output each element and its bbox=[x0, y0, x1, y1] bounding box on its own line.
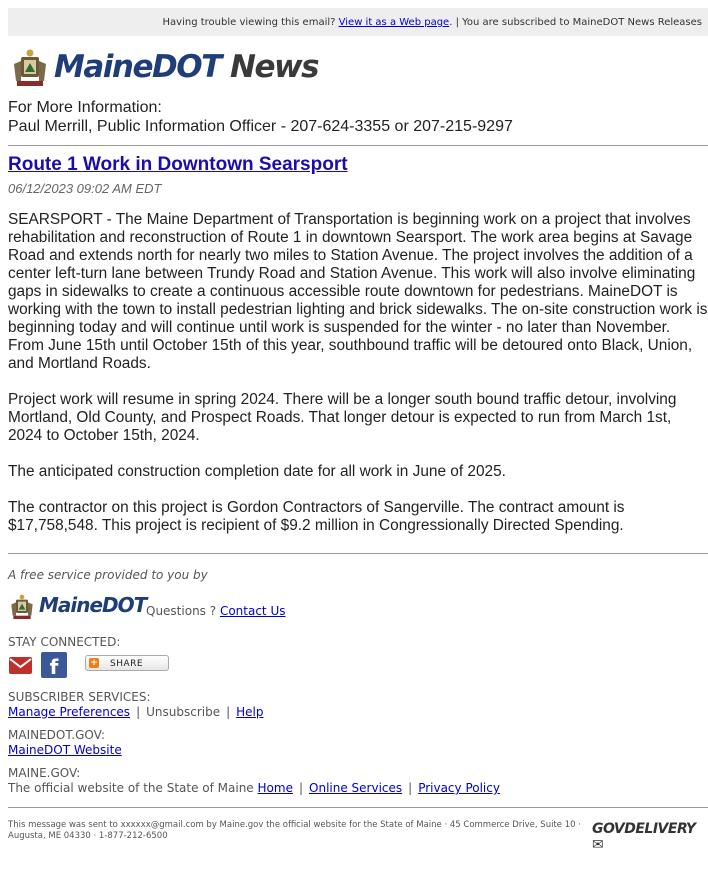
footer-divider bbox=[8, 553, 708, 554]
subscriber-services-label: SUBSCRIBER SERVICES: bbox=[8, 690, 151, 704]
article-paragraph: The contractor on this project is Gordon Contractors of Sangerville. The contract amount is $17,758,548. This project is recipient of $9.2 million in Congressionally Directed Spending. bbox=[8, 499, 625, 534]
share-label: SHARE bbox=[110, 659, 144, 669]
stay-connected-label: STAY CONNECTED: bbox=[8, 635, 121, 649]
contact-us-link[interactable]: Contact Us bbox=[219, 604, 286, 618]
maine-state-seal-icon bbox=[10, 593, 34, 621]
subscriber-links: Manage Preferences | Unsubscribe | Help bbox=[8, 705, 264, 719]
plus-icon: + bbox=[90, 658, 98, 668]
help-link[interactable]: Help bbox=[236, 705, 264, 719]
email-header bbox=[8, 46, 708, 92]
subscribed-text: . | You are subscribed to MaineDOT News Releases bbox=[449, 17, 702, 28]
article-date: 06/12/2023 09:02 AM EDT bbox=[8, 181, 162, 196]
mainedot-news-title bbox=[54, 50, 318, 84]
footer-mainedot-logo: MaineDOT bbox=[39, 593, 147, 617]
manage-preferences-link[interactable]: Manage Preferences bbox=[8, 705, 131, 719]
govdelivery-logo bbox=[592, 821, 708, 853]
govdelivery-text: GOVDELIVERY bbox=[592, 821, 696, 837]
email-top-bar bbox=[8, 8, 708, 36]
footer-bottom-divider bbox=[8, 807, 708, 808]
mainedot-gov-label: MAINEDOT.GOV: bbox=[8, 728, 105, 742]
email-icon[interactable] bbox=[8, 653, 33, 677]
email-footer bbox=[8, 568, 708, 795]
facebook-icon[interactable]: f bbox=[41, 652, 67, 678]
maine-gov-label: MAINE.GOV: bbox=[8, 766, 81, 780]
free-service-text: A free service provided to you by bbox=[8, 568, 208, 582]
article-paragraph: The anticipated construction completion date for all work in June of 2025. bbox=[8, 463, 506, 480]
official-site-text: The official website of the State of Maine bbox=[8, 781, 254, 795]
maine-gov-links: The official website of the State of Maine Home | Online Services | Privacy Policy bbox=[8, 781, 500, 795]
title-news: News bbox=[230, 49, 319, 85]
article-headline bbox=[8, 154, 708, 176]
footer-logo-row bbox=[8, 590, 708, 626]
social-row bbox=[8, 651, 708, 681]
mainedot-website-link[interactable]: MaineDOT Website bbox=[8, 743, 122, 757]
privacy-policy-link[interactable]: Privacy Policy bbox=[418, 781, 500, 795]
home-link[interactable]: Home bbox=[257, 781, 293, 795]
title-mainedot: MaineDOT bbox=[54, 49, 221, 85]
more-info-label: For More Information: bbox=[8, 99, 162, 116]
view-web-page-link[interactable]: View it as a Web page bbox=[338, 17, 450, 28]
divider bbox=[8, 145, 708, 146]
contact-person: Paul Merrill, Public Information Officer - 207-624-3355 or 207-215-9297 bbox=[8, 118, 513, 135]
maine-state-seal-icon bbox=[12, 48, 48, 88]
online-services-link[interactable]: Online Services bbox=[309, 781, 403, 795]
article-paragraph: SEARSPORT - The Maine Department of Transportation is beginning work on a project that involves rehabilitation and reconstruction of Route 1 in downtown Searsport. The work area begins at Savage Road and extends north for nearly two miles to Station Avenue. The project involves the addition of a center left-turn lane between Trundy Road and Station Avenue. This work will also involve eliminating gaps in sidewalks to create a continuous accessible route downtown for pedestrians. MaineDOT is working with the town to install pedestrian lighting and brick sidewalks. The on-site construction work is beginning today and will continue until work is suspended for the winter - no later than November. From June 15th until October 15th of this year, southbound traffic will be detoured onto Black, Union, and Mortland Roads. bbox=[8, 211, 708, 372]
contact-info bbox=[8, 98, 708, 136]
fine-print-text: This message was sent to xxxxxx@gmail.com by Maine.gov the official website for the State of Maine · 45 Commerce Drive, Suite 10 · Augusta, ME 04330 · 1-877-212-6500 bbox=[8, 820, 581, 841]
unsubscribe-link[interactable]: Unsubscribe bbox=[146, 705, 221, 719]
headline-link[interactable]: Route 1 Work in Downtown Searsport bbox=[8, 154, 348, 175]
questions-row bbox=[146, 604, 285, 618]
article-paragraph: Project work will resume in spring 2024. There will be a longer south bound traffic detour, involving Mortland, Old County, and Prospect Roads. That longer detour is expected to run from March 1st, 2024 to October 15th, 2024. bbox=[8, 391, 677, 444]
share-button[interactable] bbox=[85, 655, 169, 671]
article-body bbox=[8, 211, 708, 535]
fine-print-row bbox=[8, 820, 708, 853]
questions-text: Questions ? bbox=[146, 604, 217, 618]
envelope-icon: ✉ bbox=[592, 837, 604, 853]
trouble-viewing-text: Having trouble viewing this email? bbox=[162, 17, 336, 28]
